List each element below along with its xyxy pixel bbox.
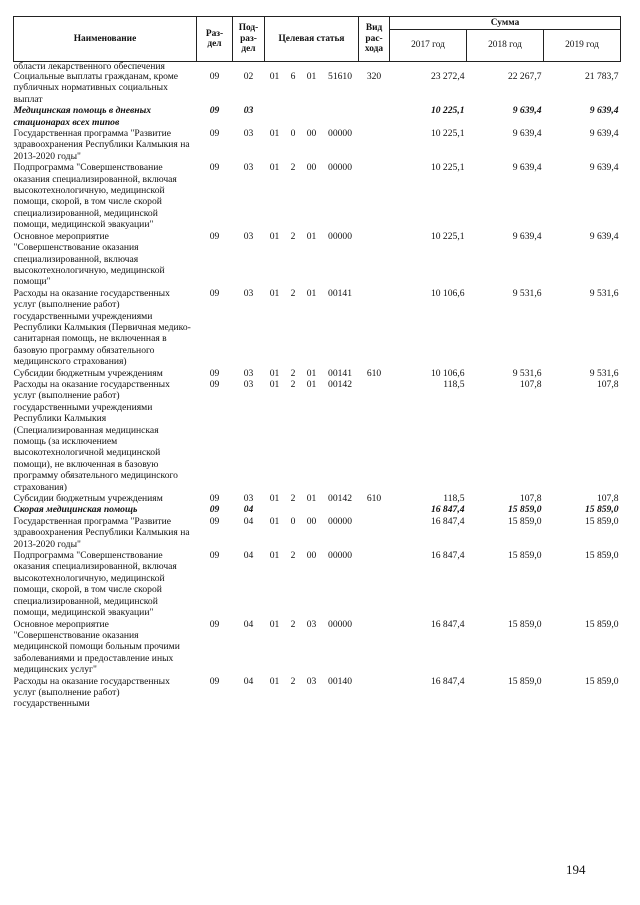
row-sum-2017: 118,5 <box>443 378 465 390</box>
table-row <box>14 619 621 676</box>
row-name: Расходы на оказание государственных услуг (выполнение работ) государственными <box>13 675 170 710</box>
row-sum-2018 <box>467 62 544 72</box>
row-target-subprogram: 2 <box>290 618 296 630</box>
row-sum-2019: 9 531,6 <box>589 367 619 379</box>
table-row <box>14 676 621 710</box>
row-target-program: 01 <box>269 493 280 505</box>
row-sum-2017: 10 225,1 <box>430 128 465 140</box>
row-razdel: 09 <box>209 162 220 174</box>
row-sum-2018: 9 639,4 <box>512 162 542 174</box>
row-sum-2018: 9 639,4 <box>512 105 542 117</box>
row-sum-2018: 15 859,0 <box>507 618 542 630</box>
row-sum-2017: 16 847,4 <box>430 618 465 630</box>
row-sum-2018: 9 531,6 <box>512 287 542 299</box>
row-target-subprogram: 0 <box>290 515 296 527</box>
header-2017: 2017 год <box>390 30 467 62</box>
table-row <box>14 288 621 368</box>
row-target-event <box>302 504 322 515</box>
row-target-subprogram: 2 <box>290 287 296 299</box>
row-sum-2019 <box>544 62 621 72</box>
row-target-program <box>265 504 285 515</box>
header-vid: Вид рас- хода <box>359 17 390 62</box>
row-razdel <box>197 62 233 72</box>
row-razdel: 09 <box>209 378 220 390</box>
table-row <box>14 71 621 105</box>
header-podrazdel: Под- раз- дел <box>233 17 265 62</box>
row-target-direction: 51610 <box>328 71 352 82</box>
row-sum-2018: 9 531,6 <box>512 367 542 379</box>
row-target-subprogram: 2 <box>290 378 296 390</box>
row-target-program: 01 <box>269 367 280 379</box>
row-sum-2018: 15 859,0 <box>507 675 542 687</box>
row-razdel: 09 <box>209 105 220 117</box>
row-target-direction: 00142 <box>328 378 352 390</box>
row-target-event: 01 <box>306 230 317 242</box>
row-target-event <box>302 105 322 128</box>
row-target-event: 03 <box>306 675 317 687</box>
row-target-event: 03 <box>306 618 317 630</box>
row-sum-2019: 107,8 <box>596 493 619 505</box>
row-name: Государственная программа "Развитие здравоохранения Республики Калмыкия на 2013-2020 годы" <box>13 128 190 162</box>
row-podrazdel: 04 <box>243 504 254 516</box>
row-target-event: 00 <box>306 162 317 174</box>
table-row <box>14 368 621 379</box>
row-target-program: 01 <box>269 71 280 82</box>
row-target-program: 01 <box>269 230 280 242</box>
row-podrazdel: 03 <box>243 230 254 242</box>
row-sum-2018: 15 859,0 <box>507 550 542 562</box>
row-sum-2019: 21 783,7 <box>584 71 619 82</box>
row-target-event: 01 <box>306 287 317 299</box>
row-target-direction: 00141 <box>328 287 352 299</box>
row-target-subprogram: 2 <box>290 230 296 242</box>
row-sum-2018: 9 639,4 <box>512 230 542 242</box>
row-podrazdel: 03 <box>243 378 254 390</box>
row-target-program: 01 <box>269 675 280 687</box>
row-razdel: 09 <box>209 128 220 140</box>
row-razdel: 09 <box>209 618 220 630</box>
row-sum-2017: 16 847,4 <box>430 515 465 527</box>
row-name: Основное мероприятие "Совершенствование оказания медицинской помощи больным прочими заболеваниями и предоставление иных медицинских услуг" <box>13 618 180 676</box>
row-sum-2019: 15 859,0 <box>584 675 619 687</box>
row-podrazdel: 03 <box>243 128 254 140</box>
row-sum-2017 <box>390 62 467 72</box>
row-target-subprogram <box>285 504 302 515</box>
row-name: области лекарственного обеспечения <box>13 61 165 71</box>
row-razdel: 09 <box>209 515 220 527</box>
row-name: Подпрограмма "Совершенствование оказания специализированной, включая высокотехнологичную, медицинской помощи, скорой, в том числе скорой специализированной, медицинской помощи, медицинской эвакуации" <box>13 162 177 231</box>
row-target-direction: 00000 <box>328 618 352 630</box>
row-sum-2019: 9 531,6 <box>589 287 619 299</box>
table-row <box>14 231 621 288</box>
row-target-program <box>265 105 285 128</box>
header-2018: 2018 год <box>467 30 544 62</box>
row-vid <box>359 516 390 550</box>
row-target-direction <box>322 504 359 515</box>
row-target-direction: 00000 <box>328 515 352 527</box>
row-target-subprogram: 6 <box>290 71 296 82</box>
table-row <box>14 493 621 504</box>
row-razdel: 09 <box>209 504 220 516</box>
row-razdel: 09 <box>209 71 220 82</box>
table-row <box>14 62 621 72</box>
row-sum-2018: 107,8 <box>519 378 542 390</box>
row-podrazdel <box>233 62 265 72</box>
page-number: 194 <box>566 862 586 877</box>
row-vid <box>359 62 390 72</box>
row-sum-2017: 16 847,4 <box>430 550 465 562</box>
row-target-program: 01 <box>269 515 280 527</box>
row-name: Расходы на оказание государственных услуг (выполнение работ) государственными учреждениями Республики Калмыкия (Первичная медико-санитарная помощь, не включенная в базовую программу обязательного медицинского страхования) <box>13 287 191 368</box>
row-name: Субсидии бюджетным учреждениям <box>13 367 163 379</box>
row-name: Субсидии бюджетным учреждениям <box>13 493 163 505</box>
row-razdel: 09 <box>209 675 220 687</box>
row-sum-2017: 16 847,4 <box>430 504 465 516</box>
table-row <box>14 128 621 162</box>
row-sum-2017: 10 225,1 <box>430 105 465 117</box>
row-podrazdel: 03 <box>243 493 254 505</box>
row-podrazdel: 02 <box>243 71 254 82</box>
row-sum-2017: 10 106,6 <box>430 367 465 379</box>
row-target-event <box>302 62 322 72</box>
row-target-event: 01 <box>306 367 317 379</box>
row-vid <box>359 379 390 493</box>
row-name: Государственная программа "Развитие здравоохранения Республики Калмыкия на 2013-2020 годы" <box>13 515 190 550</box>
row-name: Скорая медицинская помощь <box>13 504 138 516</box>
header-name: Наименование <box>14 17 197 62</box>
row-target-subprogram <box>285 62 302 72</box>
row-sum-2019: 15 859,0 <box>584 515 619 527</box>
row-sum-2019: 9 639,4 <box>589 230 619 242</box>
row-sum-2017: 118,5 <box>443 493 465 505</box>
row-target-direction: 00000 <box>328 550 352 562</box>
row-target-subprogram: 2 <box>290 162 296 174</box>
row-razdel: 09 <box>209 287 220 299</box>
row-sum-2018: 15 859,0 <box>507 504 542 516</box>
row-sum-2017: 16 847,4 <box>430 675 465 687</box>
row-target-subprogram: 0 <box>290 128 296 140</box>
row-name: Медицинская помощь в дневных стационарах всех типов <box>13 105 152 128</box>
row-sum-2019: 15 859,0 <box>584 618 619 630</box>
row-target-event: 01 <box>306 71 317 82</box>
row-target-subprogram: 2 <box>290 367 296 379</box>
row-sum-2017: 10 225,1 <box>430 162 465 174</box>
row-target-direction <box>322 62 359 72</box>
header-razdel: Раз- дел <box>197 17 233 62</box>
row-razdel: 09 <box>209 493 220 505</box>
row-target-program: 01 <box>269 128 280 140</box>
row-target-program: 01 <box>269 378 280 390</box>
row-name: Расходы на оказание государственных услуг (выполнение работ) государственными учреждениями Республики Калмыкия (Специализированная медицинская помощь (за исключением высокотехнологичной медицинской помощи), не включенная в базовую программу обязательного медицинского страхования) <box>13 378 178 493</box>
row-sum-2019: 9 639,4 <box>589 105 619 117</box>
row-target-event: 00 <box>306 515 317 527</box>
row-podrazdel: 03 <box>243 287 254 299</box>
row-target-program: 01 <box>269 618 280 630</box>
budget-table <box>13 16 621 710</box>
row-sum-2019: 15 859,0 <box>584 504 619 516</box>
row-podrazdel: 04 <box>243 618 254 630</box>
row-sum-2017: 23 272,4 <box>430 71 465 82</box>
row-sum-2019: 107,8 <box>596 378 619 390</box>
row-target-event: 01 <box>306 493 317 505</box>
row-target-direction: 00000 <box>328 230 352 242</box>
row-vid <box>359 162 390 230</box>
row-target-event: 01 <box>306 378 317 390</box>
row-sum-2017: 10 225,1 <box>430 230 465 242</box>
table-row <box>14 550 621 618</box>
row-podrazdel: 03 <box>243 162 254 174</box>
row-name: Социальные выплаты гражданам, кроме публичных нормативных социальных выплат <box>13 71 179 105</box>
row-target-direction: 00140 <box>328 675 352 687</box>
row-razdel: 09 <box>209 550 220 562</box>
row-sum-2017: 10 106,6 <box>430 287 465 299</box>
row-razdel: 09 <box>209 367 220 379</box>
row-target-program <box>265 62 285 72</box>
table-row <box>14 504 621 515</box>
row-podrazdel: 04 <box>243 550 254 562</box>
row-sum-2018: 15 859,0 <box>507 515 542 527</box>
table-row <box>14 379 621 493</box>
row-razdel: 09 <box>209 230 220 242</box>
row-target-subprogram <box>285 105 302 128</box>
row-vid <box>359 128 390 162</box>
row-target-event: 00 <box>306 550 317 562</box>
row-vid <box>359 288 390 368</box>
row-target-direction: 00142 <box>328 493 352 505</box>
row-sum-2019: 9 639,4 <box>589 162 619 174</box>
row-sum-2019: 9 639,4 <box>589 128 619 140</box>
row-target-subprogram: 2 <box>290 550 296 562</box>
row-target-direction <box>322 105 359 128</box>
row-podrazdel: 03 <box>243 105 254 117</box>
row-vid <box>359 676 390 710</box>
table-row <box>14 162 621 230</box>
row-target-direction: 00141 <box>328 367 352 379</box>
row-vid <box>359 231 390 288</box>
header-2019: 2019 год <box>544 30 621 62</box>
row-target-program: 01 <box>269 162 280 174</box>
row-name: Подпрограмма "Совершенствование оказания специализированной, включая высокотехнологичную, медицинской помощи, скорой, в том числе скорой специализированной, медицинской помощи, медицинской эвакуации" <box>13 550 177 619</box>
row-name: Основное мероприятие "Совершенствование оказания специализированной, включая высокотехнологичную, медицинской помощи" <box>13 230 165 288</box>
row-sum-2018: 107,8 <box>519 493 542 505</box>
row-target-subprogram: 2 <box>290 675 296 687</box>
row-vid: 320 <box>366 71 382 82</box>
row-sum-2018: 9 639,4 <box>512 128 542 140</box>
row-target-program: 01 <box>269 287 280 299</box>
row-target-program: 01 <box>269 550 280 562</box>
row-vid: 610 <box>366 367 382 379</box>
row-podrazdel: 04 <box>243 515 254 527</box>
row-podrazdel: 04 <box>243 675 254 687</box>
header-target: Целевая статья <box>265 17 359 62</box>
row-target-direction: 00000 <box>328 162 352 174</box>
row-vid <box>359 504 390 515</box>
table-body <box>14 62 621 710</box>
row-vid <box>359 550 390 618</box>
row-vid <box>359 619 390 676</box>
row-target-direction: 00000 <box>328 128 352 140</box>
header-sum: Сумма <box>390 17 621 30</box>
row-sum-2018: 22 267,7 <box>507 71 542 82</box>
row-target-event: 00 <box>306 128 317 140</box>
row-podrazdel: 03 <box>243 367 254 379</box>
row-target-subprogram: 2 <box>290 493 296 505</box>
row-sum-2019: 15 859,0 <box>584 550 619 562</box>
row-vid: 610 <box>366 493 382 505</box>
row-vid <box>359 105 390 128</box>
table-row <box>14 105 621 128</box>
table-row <box>14 516 621 550</box>
